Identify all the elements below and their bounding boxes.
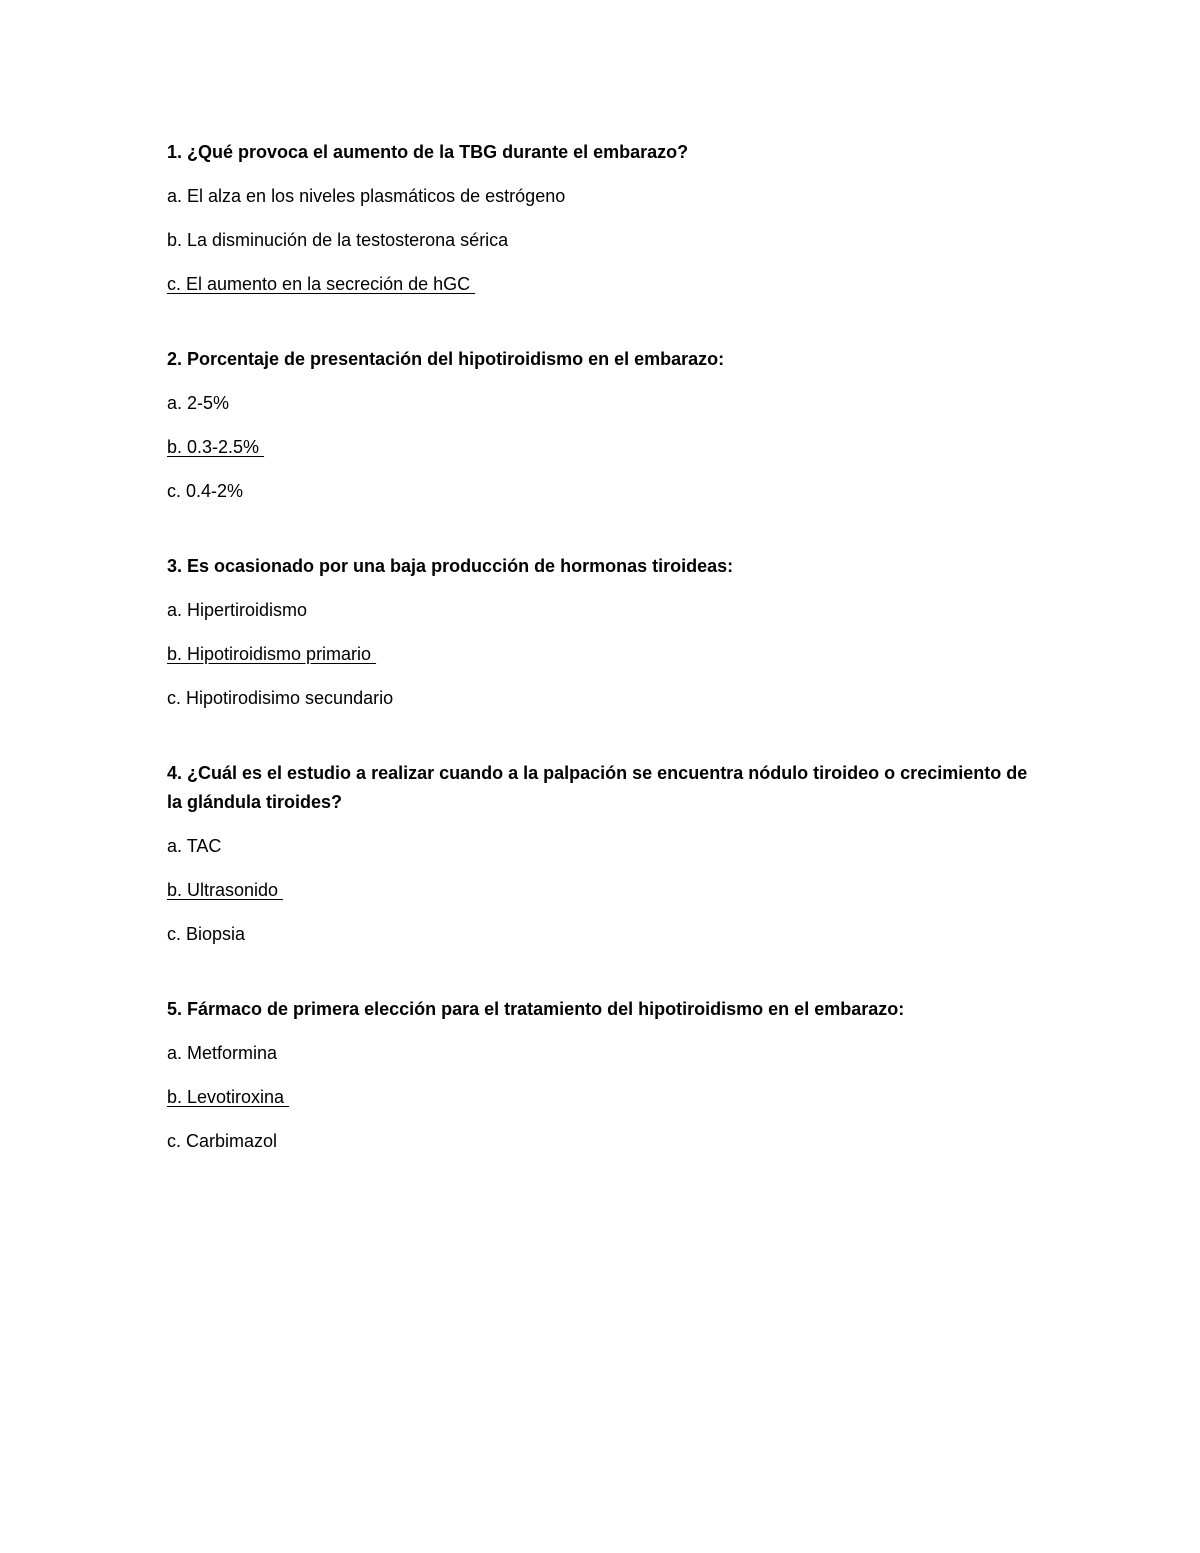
option-c: c. Biopsia <box>167 924 246 944</box>
question-text: 4. ¿Cuál es el estudio a realizar cuando a la palpación se encuentra nódulo tiroideo o crecimiento de la glándula tiroides? <box>167 763 1028 812</box>
question-text: 3. Es ocasionado por una baja producción de hormonas tiroideas: <box>167 556 734 576</box>
question-5 <box>167 995 1047 1156</box>
question-text: 2. Porcentaje de presentación del hipotiroidismo en el embarazo: <box>167 349 725 369</box>
option-b-correct: b. Ultrasonido <box>167 880 284 900</box>
option-c: c. Hipotirodisimo secundario <box>167 688 394 708</box>
option-b-correct: b. 0.3-2.5% <box>167 437 265 457</box>
question-4 <box>167 759 1047 949</box>
question-2 <box>167 345 1047 506</box>
option-a: a. TAC <box>167 836 222 856</box>
option-b-correct: b. Levotiroxina <box>167 1087 290 1107</box>
question-1 <box>167 138 1047 299</box>
option-b-correct: b. Hipotiroidismo primario <box>167 644 377 664</box>
question-text: 5. Fármaco de primera elección para el tratamiento del hipotiroidismo en el embarazo: <box>167 999 905 1019</box>
question-text: 1. ¿Qué provoca el aumento de la TBG durante el embarazo? <box>167 142 689 162</box>
quiz-content <box>167 138 1047 1202</box>
option-c: c. Carbimazol <box>167 1131 278 1151</box>
question-3 <box>167 552 1047 713</box>
option-a: a. 2-5% <box>167 393 230 413</box>
option-b: b. La disminución de la testosterona sérica <box>167 230 509 250</box>
option-a: a. Metformina <box>167 1043 278 1063</box>
option-a: a. Hipertiroidismo <box>167 600 308 620</box>
option-a: a. El alza en los niveles plasmáticos de estrógeno <box>167 186 566 206</box>
option-c: c. 0.4-2% <box>167 481 244 501</box>
option-c-correct: c. El aumento en la secreción de hGC <box>167 274 476 294</box>
